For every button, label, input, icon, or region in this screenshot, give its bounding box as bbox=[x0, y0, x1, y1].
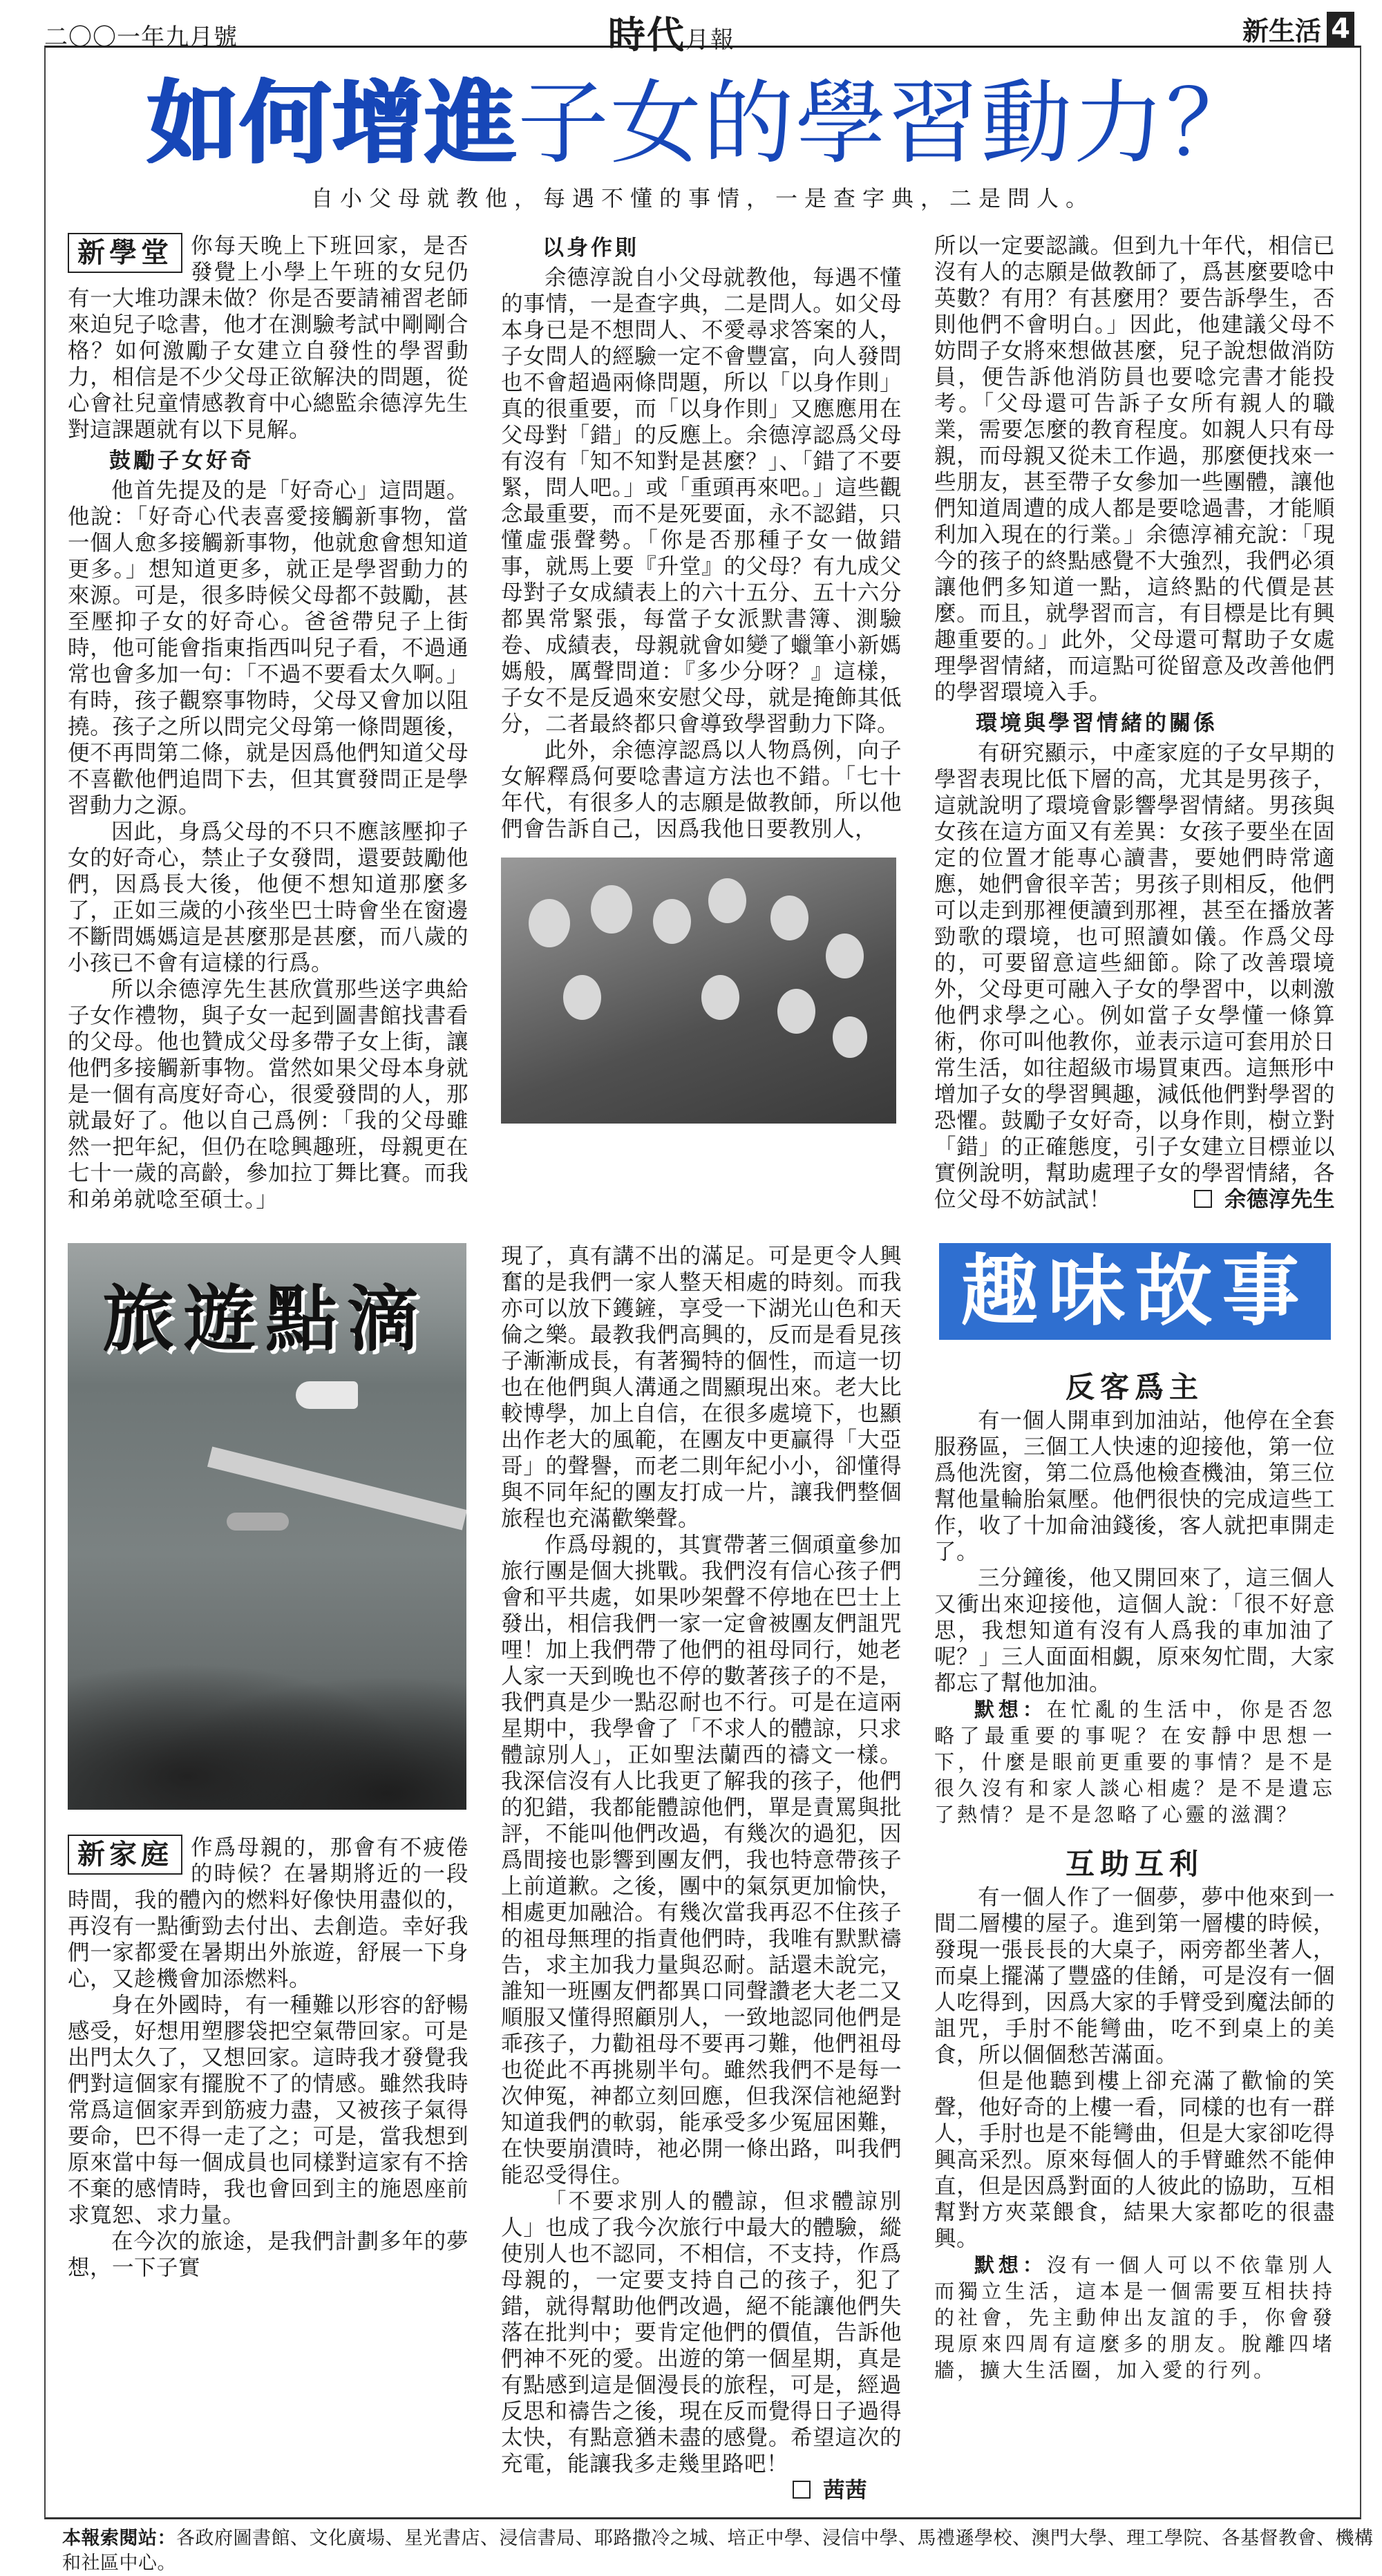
stories-column bbox=[934, 1243, 1335, 2383]
paragraph: 身在外國時，有一種難以形容的舒暢感受，好想用塑膠袋把空氣帶回家。可是出門太久了，又想回家。這時我才發覺我們對這個家有擺脫不了的情感。雖然我時常爲這個家弄到筋疲力盡，又被孩子氣得要命，巴不得一走了之；可是，當我想到原來當中每一個成員也同樣對這家有不捨不棄的感情時，我也會回到主的施恩座前求寬恕、求力量。 bbox=[68, 1993, 468, 2228]
intro-paragraph: 你每天晚上下班回家，是否發覺上小學上午班的女兒仍有一大堆功課未做？你是否要請補習老師來迫兒子唸書，他才在測驗考試中剛剛合格？如何激勵子女建立自發性的學習動力，相信是不少父母正欲解決的問題，從心會社兒童情感教育中心總監余德淳先生對這課題就有以下見解。 bbox=[68, 234, 468, 442]
meditation-label: 默想： bbox=[974, 1698, 1047, 1721]
paragraph: 作爲母親的，那會有不疲倦的時候？在暑期將近的一段時間，我的體內的燃料好像快用盡似的，再沒有一點衝勁去付出、去創造。幸好我們一家都愛在暑期出外旅遊，舒展一下身心，又趁機會加添燃料。 bbox=[68, 1835, 468, 1991]
meditation-paragraph bbox=[934, 1696, 1335, 1828]
story-title: 互助互利 bbox=[1065, 1847, 1204, 1881]
paragraph bbox=[501, 2188, 902, 2503]
meditation-paragraph bbox=[934, 2252, 1335, 2383]
column-tag: 新家庭 bbox=[68, 1835, 182, 1875]
paragraph: 現了，真有講不出的滿足。可是更令人興奮的是我們一家人整天相處的時刻。而我亦可以放下鑊鏟，享受一下湖光山色和天倫之樂。最教我們高興的，反而是看見孩子漸漸成長，有著獨特的個性，而這一切也在他們與人溝通之間顯現出來。老大比較博學，加上自信，在很多處境下，也顯出作老大的風範，在團友中更贏得「大亞哥」的聲譽，而老二則年紀小小，卻懂得與不同年紀的團友打成一片，讓我們整個旅程也充滿歡樂聲。 bbox=[501, 1244, 902, 1531]
article1-body bbox=[68, 233, 1360, 1213]
paragraph: 在今次的旅途，是我們計劃多年的夢想，一下子實 bbox=[68, 2229, 468, 2280]
section-heading: 鼓勵子女好奇 bbox=[109, 448, 254, 473]
author-name: 余德淳先生 bbox=[1224, 1187, 1335, 1212]
issue-date: 二〇〇一年九月號 bbox=[44, 23, 238, 51]
paragraph: 有一個人開車到加油站，他停在全套服務區，三個工人快速的迎接他，第一位爲他洗窗，第二位爲他檢查機油，第三位幫他量輪胎氣壓。他們很快的完成這些工作，收了十加侖油錢後，客人就把車開走了。 bbox=[934, 1408, 1335, 1564]
article2-column-2 bbox=[501, 1243, 902, 2503]
paragraph: 他首先提及的是「好奇心」這問題。他說：「好奇心代表喜愛接觸新事物，當一個人愈多接觸新事物，他就愈會想知道更多。」想知道更多，就正是學習動力的來源。可是，很多時候父母都不鼓勵，甚至壓抑子女的好奇心。爸爸帶兒子上街時，他可能會指東指西叫兒子看，不過通常也會多加一句：「不過不要看太久啊。」有時，孩子觀察事物時，父母又會加以阻撓。孩子之所以問完父母第一條問題後，便不再問第二條，就是因爲他們知道父母不喜歡他們追問下去，但其實發問正是學習動力之源。 bbox=[68, 478, 468, 818]
section-name: 新生活 bbox=[1242, 16, 1321, 46]
story-title: 反客爲主 bbox=[1065, 1370, 1204, 1404]
paragraph bbox=[934, 740, 1335, 1213]
paragraph: 因此，身爲父母的不只不應該壓抑子女的好奇心，禁止子女發問，還要鼓勵他們，因爲長大後，他便不想知道那麼多了，正如三歲的小孩坐巴士時會坐在窗邊不斷問媽媽這是甚麼那是甚麼，而八歲的小孩已不會有這樣的行爲。 bbox=[68, 820, 468, 976]
meditation-text: 沒有一個人可以不依靠別人而獨立生活，這本是一個需要互相扶持的社會，先主動伸出友誼的手，你會發現原來四周有這麼多的朋友。脫離四堵牆，擴大生活圈，加入愛的行列。 bbox=[934, 2253, 1335, 2382]
paragraph-text: 「不要求別人的體諒，但求體諒別人」也成了我今次旅行中最大的體驗，縱使別人也不認同，不相信，不支持，作爲母親的，一定要支持自己的孩子，犯了錯，就得幫助他們改過，絕不能讓他們失落在批判中；要肯定他們的價值，告訴他們神不死的愛。出遊的第一個星期，真是有點感到這是個漫長的旅程，可是，經過反思和禱告之後，現在反而覺得日子過得太快，有點意猶未盡的感覺。希望這次的充電，能讓我多走幾里路吧！ bbox=[501, 2189, 902, 2476]
children-photo bbox=[501, 858, 896, 1124]
paragraph: 所以一定要認識。但到九十年代，相信已沒有人的志願是做教師了，爲甚麼要唸中英數？有用？有甚麼用？要告訴學生，否則他們不會明白。」因此，他建議父母不妨問子女將來想做甚麼，兒子說想做消防員，便告訴他消防員也要唸完書才能投考。「父母還可告訴子女所有親人的職業，需要怎麼的教育程度。如親人只有母親，而母親又從未工作過，那麼便找來一些朋友，甚至帶子女參加一些團體，讓他們知道周遭的成人都是要唸過書，才能順利加入現在的行業。」余德淳補充說：「現今的孩子的終點感覺不大強烈，我們必須讓他們多知道一點，這終點的代價是甚麼。而且，就學習而言，有目標是比有興趣重要的。」此外，父母還可幫助子女處理學習情緒，而這點可從留意及改善他們的學習環境入手。 bbox=[934, 234, 1335, 705]
article1-column-1 bbox=[68, 233, 468, 1213]
paragraph: 三分鐘後，他又開回來了，這三個人又衝出來迎接他，這個人說：「很不好意思，我想知道有沒有人爲我的車加油了呢？」三人面面相覷，原來匆忙間，大家都忘了幫他加油。 bbox=[934, 1566, 1335, 1696]
article1-column-3 bbox=[934, 233, 1335, 1213]
meditation-label: 默想： bbox=[974, 2253, 1047, 2277]
palm-shadow bbox=[68, 1644, 466, 1810]
paragraph: 作爲母親的，其實帶著三個頑童參加旅行團是個大挑戰。我們沒有信心孩子們會和平共處，如果吵架聲不停地在巴士上發出，相信我們一家一定會被團友們詛咒哩！加上我們帶了他們的祖母同行，她老人家一天到晚也不停的數著孩子的不是，我們真是少一點忍耐也不行。可是在這兩星期中，我學會了「不求人的體諒，只求體諒別人」，正如聖法蘭西的禱文一樣。我深信沒有人比我更了解我的孩子，他們的犯錯，我都能體諒他們，單是責罵與批評，不能叫他們改過，有幾次的過犯，因爲間接也影響到團友們，我也特意帶孩子上前道歉。之後，團中的氣氛更加愉快，相處更加融洽。有幾次當我再忍不住孩子的祖母無理的指責他們時，我唯有默默禱告，求主加我力量與忍耐。話還未說完，誰知一班團友們都異口同聲讚老大老二又順服又懂得照顧別人，一致地認同他們是乖孩子，力勸祖母不要再刁難，他們祖母也從此不再挑剔半句。雖然我們不是每一次伸冤，神都立刻回應，但我深信祂絕對知道我們的軟弱，能承受多少冤屈困難，在快要崩潰時，祂必開一條出路，叫我們能忍受得住。 bbox=[501, 1533, 902, 2188]
masthead-sub: 月報 bbox=[685, 26, 735, 54]
boat bbox=[227, 1513, 289, 1531]
article2-column-1 bbox=[68, 1243, 468, 2281]
author-signature bbox=[1151, 1186, 1335, 1213]
ferry bbox=[296, 1381, 358, 1409]
masthead-main: 時代 bbox=[608, 12, 685, 57]
travel-photo bbox=[68, 1243, 466, 1810]
distribution-footer bbox=[62, 2526, 1382, 2576]
paragraph: 有一個人作了一個夢，夢中他來到一間二層樓的屋子。進到第一層樓的時候，發現一張長長的大桌子，兩旁都坐著人，而桌上擺滿了豐盛的佳餚，可是沒有一個人吃得到，因爲大家的手臂受到魔法師的詛咒，手肘不能彎曲，吃不到桌上的美食，所以個個愁苦滿面。 bbox=[934, 1885, 1335, 2067]
paragraph: 所以余德淳先生甚欣賞那些送字典給子女作禮物，與子女一起到圖書館找書看的父母。他也贊成父母多帶子女上街，讓他們多接觸新事物。當然如果父母本身就是一個有高度好奇心，很愛發問的人，那就最好了。他以自己爲例：「我的父母雖然一把年紀，但仍在唸興趣班，母親更在七十一歲的高齡，參加拉丁舞比賽。而我和弟弟就唸至碩士。」 bbox=[68, 977, 468, 1212]
column-tag: 新學堂 bbox=[68, 233, 182, 273]
page-header bbox=[0, 0, 1382, 57]
section-label bbox=[1242, 10, 1354, 48]
square-icon bbox=[793, 2481, 811, 2499]
article1-column-2 bbox=[501, 233, 902, 1124]
meditation-text: 在忙亂的生活中，你是否忽略了最重要的事呢？在安靜中思想一下，什麼是眼前更重要的事情？是不是很久沒有和家人談心相處？是不是遺忘了熱情？是不是忽略了心靈的滋潤？ bbox=[934, 1698, 1335, 1826]
footer-label: 本報索閱站： bbox=[62, 2528, 176, 2549]
masthead bbox=[608, 6, 735, 59]
section-heading: 以身作則 bbox=[542, 236, 639, 261]
lower-section bbox=[68, 1243, 1360, 2503]
square-icon bbox=[1194, 1190, 1212, 1208]
title-bold: 如何增進 bbox=[147, 70, 518, 177]
author-signature bbox=[749, 2477, 867, 2503]
section-heading: 環境與學習情緒的關係 bbox=[976, 711, 1218, 736]
paragraph: 余德淳說自小父母就教他，每遇不懂的事情，一是查字典，二是問人。如父母本身已是不想問人、不愛尋求答案的人，子女問人的經驗一定不會豐富，向人發問也不會超過兩條問題，所以「以身作則」真的很重要，而「以身作則」又應應用在父母對「錯」的反應上。余德淳認爲父母有沒有「知不知對是甚麼？」、「錯了不要緊，問人吧。」或「重頭再來吧。」這些觀念最重要，而不是死要面，永不認錯，只懂虛張聲勢。「你是否那種子女一做錯事，就馬上要『升堂』的父母？有九成父母對子女成績表上的六十五分、五十六分都異常緊張，每當子女派默書簿、測驗卷、成績表，母親就會如變了蠟筆小新媽媽般，厲聲問道：『多少分呀？』這樣，子女不是反過來安慰父母，就是掩飾其低分，二者最終都只會導致學習動力下降。 bbox=[501, 265, 902, 737]
article-title bbox=[46, 68, 1360, 179]
title-rest: 子女的學習動力？ bbox=[518, 70, 1258, 177]
footer-text: 各政府圖書館、文化廣場、星光書店、浸信書局、耶路撒冷之城、培正中學、浸信中學、馬禮遜學校、澳門大學、理工學院、各基督教會、機構和社區中心。 bbox=[62, 2528, 1374, 2574]
article-subtitle: 自小父母就教他，每遇不懂的事情，一是查字典，二是問人。 bbox=[310, 185, 1095, 211]
fun-stories-banner: 趣味故事 bbox=[939, 1243, 1331, 1340]
page-number: 4 bbox=[1327, 12, 1354, 46]
paragraph-text: 有研究顯示，中產家庭的子女早期的學習表現比低下層的高，尤其是男孩子，這就說明了環境會影響學習情緒。男孩與女孩在這方面又有差異：女孩子要坐在固定的位置才能專心讀書，要她們時常適應，她們會很辛苦；男孩子則相反，他們可以走到那裡便讀到那裡，甚至在播放著勁歌的環境，也可照讀如儀。作爲父母的，可要留意這些細節。除了改善環境外，父母更可融入子女的學習中，以刺激他們求學之心。例如當子女學懂一條算術，你可叫他教你，並表示這可套用於日常生活，如往超級市場買東西。這無形中增加子女的學習興趣，減低他們對學習的恐懼。鼓勵子女好奇，以身作則，樹立對「錯」的正確態度，引子女建立目標並以實例說明，幫助處理子女的學習情緒，各位父母不妨試試！ bbox=[934, 741, 1335, 1212]
page-frame bbox=[44, 46, 1361, 2519]
travel-image-title: 旅遊點滴 bbox=[102, 1276, 429, 1361]
paragraph: 此外，余德淳認爲以人物爲例，向子女解釋爲何要唸書這方法也不錯。「七十年代，有很多人的志願是做教師，所以他們會告訴自己，因爲我他日要教別人， bbox=[501, 738, 902, 842]
paragraph: 但是他聽到樓上卻充滿了歡愉的笑聲，他好奇的上樓一看，同樣的也有一群人，手肘也是不能彎曲，但是大家卻吃得興高采烈。原來每個人的手臂雖然不能伸直，但是因爲對面的人彼此的協助，互相幫對方夾菜餵食，結果大家都吃的很盡興。 bbox=[934, 2069, 1335, 2251]
author-name: 茜茜 bbox=[822, 2478, 867, 2503]
